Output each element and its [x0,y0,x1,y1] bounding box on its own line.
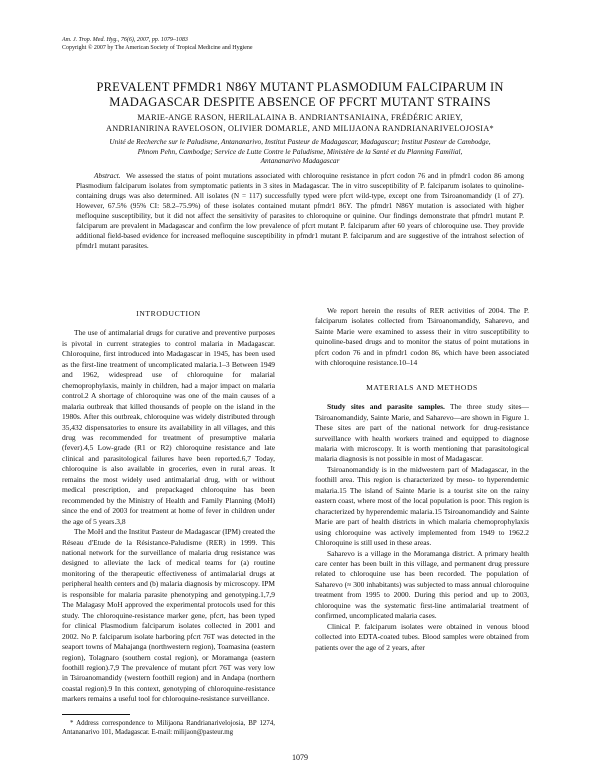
study-sites-subheading: Study sites and parasite samples. [327,402,445,412]
correspondence-footnote: * Address correspondence to Milijaona Randrianarivelojosia, BP 1274, Antananarivo 101, Madagascar. E-mail: milijaon@pasteur.mg [62,720,275,737]
intro-paragraph-1: The use of antimalarial drugs for curative and preventive purposes is pivotal in current strategies to control malaria in Madagascar. Chloroquine, first introduced into Madagascar in 1945, has been used as the first-line treatment of uncomplicated malaria.1–3 Between 1949 and 1962, widespread use of chloroquine for malarial chemoprophylaxis, mainly in children, had a major impact on malaria control.2 A shortage of chloroquine was one of the main causes of a malaria outbreak that killed thousands of people on the island in the 1980s. After this outbreak, chloroquine was widely distributed through 35,432 dispensatories to ensure its availability in all villages, and this drug was recommended for treatment of presumptive malaria (fever).4,5 Low-grade (R1 or R2) chloroquine resistance and late clinical and parasitological failures have been reported.6,7 Today, chloroquine is also available in groceries, even in rural areas. It remains the most widely used antimalarial drug, with or without medical prescription, and prepackaged chloroquine has been recommended by the Ministry of Health and Family Planning (MoH) since the end of 2003 for treatment at home of fever in children under the age of 5 years.3,8 [62,328,275,526]
methods-paragraph-1 [315,402,529,465]
right-column [315,306,529,653]
article-title [70,80,530,110]
introduction-heading: INTRODUCTION [136,309,201,318]
affiliation-line-3: Antananarivo Madagascar [260,156,340,166]
methods-paragraph-1-text: The three study sites—Tsiroanomandidy, Sainte Marie, and Saharevo—are shown in Figure 1. These sites are part of the national network for drug-resistance surveillance with health workers trained and equipped to diagnose malaria with microscopy. It is worth mentioning that parasitological malaria diagnosis is not possible in most of Madagascar. [315,402,529,464]
title-line-2: MADAGASCAR DESPITE ABSENCE OF PFCRT MUTANT STRAINS [109,95,491,109]
author-list [80,113,520,134]
copyright-line: Copyright © 2007 by The American Society of Tropical Medicine and Hygiene [62,44,253,51]
journal-citation: Am. J. Trop. Med. Hyg., 76(6), 2007, pp. 1079–1083 [62,37,188,43]
journal-header [62,37,253,52]
methods-paragraph-3: Saharevo is a village in the Moramanga district. A primary health care center has been built in this village, and permanent drug pressure related to chloroquine use has been recorded. The population of Saharevo (≈ 300 inhabitants) was subjected to mass annual chloroquine treatment from 1995 to 2000. During this period and up to 2003, chloroquine was the systematic first-line antimalarial treatment of confirmed, uncomplicated malaria cases. [315,548,529,621]
page-number: 1079 [292,753,308,762]
intro-paragraph-3: We report herein the results of RER activities of 2004. The P. falciparum isolates collected from Tsiroanomandidy, Saharevo, and Sainte Marie were examined to assess their in vitro susceptibility to quinoline-based drugs and to monitor the status of point mutations in pfcrt codon 76 and in pfmdr1 codon 86, which have been associated with chloroquine resistance.10–14 [315,306,529,368]
footnote-divider [62,714,130,715]
abstract-text: We assessed the status of point mutations associated with chloroquine resistance in pfcrt codon 76 and in pfmdr1 codon 86 among Plasmodium falciparum isolates from symptomatic patients in 3 sites in Madagascar. The in vitro susceptibility of P. falciparum isolates to quinoline-containing drugs was also determined. All isolates (N = 117) successfully typed were pfcrt wild-type, except one from Tsiroanomandidy (1 of 27). However, 67.5% (95% CI: 58.2–75.9%) of these isolates contained mutant pfmdr1 86Y. The pfmdr1 N86Y mutation is associated with higher mefloquine susceptibility, but it did not affect the sensitivity of parasites to chloroquine or quinine. Our findings demonstrate that pfmdr1 mutant P. falciparum are prevalent in Madagascar and confirm the low prevalence of pfcrt mutant P. falciparum after 60 years of chloroquine use. They provide additional field-based evidence for increased mefloquine susceptibility in pfmdr1 mutant P. falciparum and are suggestive of the intrahost selection of pfmdr1 mutant parasites. [76,171,524,251]
intro-paragraph-2: The MoH and the Institut Pasteur de Madagascar (IPM) created the Réseau d'Etude de la Résistance-Paludisme (RER) in 1999. This national network for the surveillance of malaria drug resistance was designed to alleviate the lack of medical teams for (a) routine monitoring of the therapeutic effectiveness of antimalarial drugs at peripheral health centers and (b) malaria diagnosis by microscopy. IPM is responsible for malaria parasite phenotyping and genotyping.1,7,9 The Malagasy MoH approved the experimental protocols used for this study. The chloroquine-resistance marker gene, pfcrt, has been typed for clinical Plasmodium falciparum isolates collected in 2001 and 2002. No P. falciparum isolate harboring pfcrt 76T was detected in the seaport towns of Mahajanga (northwestern region), Toamasina (eastern region), Tolagnaro (southern costal region), or Moramanga (eastern foothill region).7,9 The prevalence of mutant pfcrt 76T was very low in Tsiroanomandidy (western foothill region) and in Andapa (northern coastal region).9 In this context, genotyping of chloroquine-resistance markers remains a useful tool for chloroquine-resistance surveillance. [62,527,275,704]
methods-paragraph-2: Tsiroanomandidy is in the midwestern part of Madagascar, in the foothill area. This region is characterized by meso- to hyperendemic malaria.15 The island of Sainte Marie is a tourist site on the rainy eastern coast, where most of the local population is poor. This region is characterized by hyperendemic malaria.15 Tsiroanomandidy and Sainte Marie are part of health districts in which malaria chemoprophylaxis using chloroquine was actively implemented from 1949 to 1962.2 Chloroquine is still used in these areas. [315,464,529,548]
title-line-1: PREVALENT PFMDR1 N86Y MUTANT PLASMODIUM FALCIPARUM IN [96,80,504,94]
methods-heading: MATERIALS AND METHODS [366,382,478,392]
abstract-label: Abstract. [94,171,121,180]
left-column [62,309,275,705]
authors-line-1: MARIE-ANGE RASON, HERILALAINA B. ANDRIANTSANIAINA, FRÉDÉRIC ARIEY, [137,113,463,122]
affiliations [80,137,520,166]
methods-paragraph-4: Clinical P. falciparum isolates were obtained in venous blood collected into EDTA-coated tubes. Blood samples were obtained from patients over the age of 2 years, after [315,621,529,652]
abstract [76,171,524,251]
affiliation-line-1: Unité de Recherche sur le Paludisme, Antananarivo, Institut Pasteur de Madagascar, Madagascar; Institut Pasteur de Cambodge, [109,137,491,146]
authors-line-2: ANDRIANIRINA RAVELOSON, OLIVIER DOMARLE, AND MILIJAONA RANDRIANARIVELOJOSIA* [106,123,494,133]
affiliation-line-2: Phnom Pehn, Cambodge; Service de Lutte Contre le Paludisme, Ministère de la Santé et du Planning Familial, [137,146,463,156]
